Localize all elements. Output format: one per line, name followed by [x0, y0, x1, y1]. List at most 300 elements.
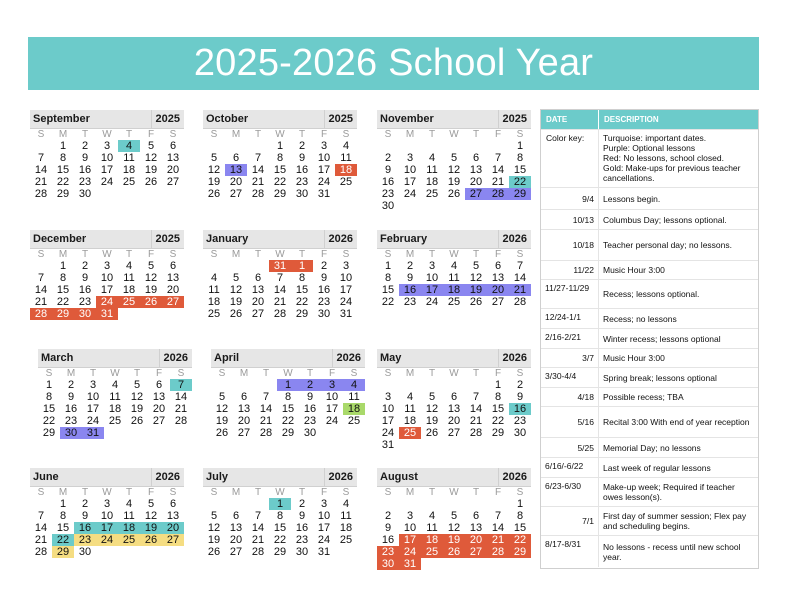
weekday-label: T [472, 249, 480, 260]
empty-cell [30, 140, 52, 152]
month-header [38, 349, 192, 368]
day-cell: 3 [103, 260, 111, 272]
day-cell: 27 [465, 546, 487, 558]
weekday-label: S [342, 129, 350, 140]
weekday-label: T [262, 368, 270, 379]
event-date: 5/16 [541, 407, 599, 437]
empty-cell [30, 260, 52, 272]
empty-cell [247, 140, 269, 152]
day-cell: 15 [513, 164, 527, 176]
weekday-label: S [177, 368, 185, 379]
day-cell: 2 [81, 140, 89, 152]
weekday-label: S [169, 487, 177, 498]
month-name: June [33, 471, 59, 483]
day-cell: 13 [225, 164, 247, 176]
event-description: Possible recess; TBA [603, 392, 684, 402]
color-key-gold: Gold: Make-ups for previous teacher cancellations. [603, 163, 741, 183]
day-cell: 6 [232, 152, 240, 164]
date-column-header: DATE [541, 110, 599, 129]
day-cell: 16 [381, 534, 395, 546]
month-name: August [380, 471, 418, 483]
day-cell: 29 [273, 188, 287, 200]
month-header [30, 468, 184, 487]
day-cell: 7 [37, 272, 45, 284]
weekday-label: T [125, 129, 133, 140]
day-cell: 30 [381, 200, 395, 212]
empty-cell [465, 498, 487, 510]
day-cell: 6 [254, 272, 262, 284]
month-april [211, 349, 365, 439]
day-cell: 30 [303, 427, 317, 439]
empty-cell [247, 498, 269, 510]
day-cell: 13 [166, 272, 180, 284]
day-cell: 1 [59, 140, 67, 152]
event-description: Columbus Day; lessons optional. [603, 214, 727, 225]
weekday-label: T [298, 249, 306, 260]
day-cell: 20 [469, 176, 483, 188]
day-cell: 8 [384, 272, 392, 284]
day-cell: 18 [122, 164, 136, 176]
day-cell: 27 [237, 427, 251, 439]
empty-cell [203, 260, 225, 272]
day-cell: 15 [281, 403, 295, 415]
day-cell: 22 [273, 534, 287, 546]
day-cell: 28 [513, 296, 527, 308]
day-cell: 22 [381, 296, 395, 308]
legend-row [541, 187, 758, 209]
day-cell: 25 [118, 296, 140, 308]
event-date: 4/18 [541, 388, 599, 406]
legend-row [541, 477, 758, 506]
month-year: 2026 [159, 349, 188, 368]
day-cell: 15 [42, 403, 56, 415]
month-year: 2026 [151, 468, 180, 487]
weekday-label: F [147, 487, 155, 498]
day-cell: 14 [491, 164, 505, 176]
day-cell: 2 [81, 260, 89, 272]
day-cell: 27 [229, 188, 243, 200]
day-grid [203, 487, 357, 558]
day-cell: 23 [74, 534, 96, 546]
day-cell: 20 [166, 284, 180, 296]
day-cell: 16 [78, 164, 92, 176]
day-cell: 20 [447, 415, 461, 427]
event-description: Music Hour 3:00 [603, 353, 665, 363]
day-cell: 22 [281, 415, 295, 427]
day-grid [30, 129, 184, 200]
legend-row [541, 535, 758, 567]
month-year: 2026 [324, 230, 353, 249]
weekday-label: S [210, 487, 218, 498]
day-cell: 21 [509, 284, 531, 296]
day-cell: 19 [443, 534, 465, 546]
day-cell: 25 [347, 415, 361, 427]
day-cell: 17 [100, 284, 114, 296]
month-august [377, 468, 531, 570]
day-cell: 16 [78, 284, 92, 296]
weekday-label: T [472, 368, 480, 379]
weekday-label: F [328, 368, 336, 379]
day-cell: 27 [465, 188, 487, 200]
day-cell: 27 [229, 546, 243, 558]
day-cell: 31 [317, 546, 331, 558]
event-date: 8/17-8/31 [541, 536, 599, 567]
day-cell: 2 [67, 379, 75, 391]
day-cell: 7 [254, 152, 262, 164]
month-header [203, 230, 357, 249]
day-cell: 17 [339, 284, 353, 296]
day-cell: 3 [384, 391, 392, 403]
event-description: Music Hour 3:00 [603, 265, 665, 275]
day-cell: 14 [259, 403, 273, 415]
day-cell: 14 [34, 522, 48, 534]
day-cell: 11 [404, 403, 416, 415]
day-cell: 20 [465, 534, 487, 546]
event-description: Lessons begin. [603, 193, 661, 204]
month-header [30, 110, 184, 129]
event-description: No lessons - recess until new school year. [603, 541, 741, 562]
day-cell: 24 [325, 415, 339, 427]
day-cell: 12 [469, 272, 483, 284]
day-cell: 21 [251, 176, 265, 188]
day-cell: 29 [509, 188, 531, 200]
empty-cell [225, 140, 247, 152]
day-cell: 30 [513, 427, 527, 439]
day-cell: 5 [133, 379, 141, 391]
event-date: 6/23-6/30 [541, 478, 599, 506]
day-cell: 18 [443, 284, 465, 296]
day-cell: 6 [232, 510, 240, 522]
event-date: 11/22 [541, 261, 599, 279]
day-cell: 10 [339, 272, 353, 284]
day-cell: 12 [144, 510, 158, 522]
legend-row [541, 437, 758, 457]
day-cell: 18 [339, 522, 353, 534]
month-name: March [41, 352, 74, 364]
day-cell: 8 [276, 152, 284, 164]
day-cell: 19 [425, 415, 439, 427]
weekday-label: T [133, 368, 141, 379]
month-february [377, 230, 531, 308]
day-cell: 21 [487, 534, 509, 546]
day-cell: 12 [207, 522, 221, 534]
day-cell: 1 [516, 498, 524, 510]
day-cell: 10 [425, 272, 439, 284]
day-cell: 5 [210, 152, 218, 164]
day-cell: 24 [425, 296, 439, 308]
day-cell: 28 [273, 308, 287, 320]
day-cell: 30 [377, 558, 399, 570]
day-cell: 11 [109, 391, 121, 403]
day-cell: 28 [259, 427, 273, 439]
day-cell: 15 [513, 522, 527, 534]
event-description: Recital 3:00 With end of year reception [603, 417, 750, 427]
weekday-label: W [283, 368, 293, 379]
weekday-label: F [147, 249, 155, 260]
day-cell: 7 [516, 260, 524, 272]
day-cell: 13 [469, 522, 483, 534]
day-cell: 4 [342, 140, 350, 152]
day-cell: 15 [273, 522, 287, 534]
weekday-label: M [405, 487, 415, 498]
day-cell: 14 [174, 391, 188, 403]
day-cell: 29 [295, 308, 309, 320]
legend-row [541, 328, 758, 348]
day-cell: 20 [237, 415, 251, 427]
month-year: 2026 [332, 349, 361, 368]
weekday-label: T [89, 368, 97, 379]
empty-cell [30, 498, 52, 510]
day-cell: 15 [491, 403, 505, 415]
day-cell: 5 [147, 498, 155, 510]
weekday-label: T [298, 129, 306, 140]
day-cell: 9 [320, 272, 328, 284]
day-cell: 23 [295, 176, 309, 188]
day-cell: 9 [384, 164, 392, 176]
day-cell: 28 [469, 427, 483, 439]
day-cell: 12 [215, 403, 229, 415]
day-cell: 4 [111, 379, 119, 391]
color-key-turquoise: Turquoise: important dates. [603, 133, 707, 143]
day-cell: 9 [81, 152, 89, 164]
day-cell: 19 [207, 534, 221, 546]
day-cell: 22 [295, 296, 309, 308]
day-cell: 18 [343, 403, 365, 415]
empty-cell [377, 498, 399, 510]
day-cell: 29 [273, 546, 287, 558]
weekday-label: S [516, 368, 524, 379]
day-cell: 20 [229, 176, 243, 188]
weekday-label: S [516, 129, 524, 140]
empty-cell [255, 379, 277, 391]
day-cell: 8 [494, 391, 502, 403]
weekday-label: S [37, 249, 45, 260]
day-cell: 17 [96, 522, 118, 534]
day-cell: 24 [403, 188, 417, 200]
day-cell: 7 [170, 379, 192, 391]
day-cell: 17 [86, 403, 100, 415]
event-date: 10/13 [541, 210, 599, 229]
empty-cell [421, 498, 443, 510]
day-cell: 3 [103, 498, 111, 510]
day-cell: 6 [450, 391, 458, 403]
empty-cell [225, 260, 247, 272]
month-header [30, 230, 184, 249]
day-cell: 31 [82, 427, 104, 439]
day-cell: 15 [273, 164, 287, 176]
empty-cell [399, 498, 421, 510]
legend-row [541, 229, 758, 260]
day-cell: 1 [384, 260, 392, 272]
day-cell: 29 [52, 308, 74, 320]
empty-cell [233, 379, 255, 391]
month-name: April [214, 352, 240, 364]
legend-row [541, 209, 758, 229]
day-cell: 8 [516, 152, 524, 164]
month-header [377, 230, 531, 249]
day-cell: 11 [340, 152, 352, 164]
day-cell: 22 [491, 415, 505, 427]
day-cell: 18 [425, 176, 439, 188]
month-march [38, 349, 192, 439]
weekday-label: F [320, 249, 328, 260]
month-year: 2025 [151, 230, 180, 249]
day-cell: 28 [30, 308, 52, 320]
day-cell: 26 [140, 296, 162, 308]
event-description: Make-up week; Required if teacher owes lesson(s). [603, 482, 735, 502]
event-date: 2/16-2/21 [541, 329, 599, 348]
day-cell: 15 [56, 164, 70, 176]
weekday-label: F [320, 129, 328, 140]
month-name: May [380, 352, 402, 364]
day-grid [203, 129, 357, 200]
day-cell: 24 [86, 415, 100, 427]
day-cell: 9 [298, 510, 306, 522]
day-grid [30, 249, 184, 320]
weekday-label: M [66, 368, 76, 379]
legend-row [541, 506, 758, 535]
day-cell: 25 [421, 546, 443, 558]
day-cell: 2 [320, 260, 328, 272]
month-name: July [206, 471, 229, 483]
day-cell: 29 [42, 427, 56, 439]
day-cell: 17 [317, 522, 331, 534]
day-cell: 11 [426, 522, 438, 534]
day-cell: 1 [291, 260, 313, 272]
day-cell: 14 [34, 284, 48, 296]
day-cell: 8 [276, 510, 284, 522]
empty-cell [421, 140, 443, 152]
day-cell: 1 [276, 140, 284, 152]
day-cell: 13 [251, 284, 265, 296]
day-cell: 10 [86, 391, 100, 403]
day-cell: 26 [140, 534, 162, 546]
day-grid [377, 368, 531, 451]
day-cell: 19 [130, 403, 144, 415]
day-cell: 9 [81, 272, 89, 284]
day-cell: 3 [406, 152, 414, 164]
day-cell: 4 [406, 391, 414, 403]
month-header [377, 110, 531, 129]
weekday-label: W [449, 249, 459, 260]
day-cell: 5 [210, 510, 218, 522]
legend-row [541, 457, 758, 477]
month-name: February [380, 233, 428, 245]
day-cell: 12 [447, 164, 461, 176]
weekday-label: T [254, 487, 262, 498]
day-cell: 14 [491, 522, 505, 534]
day-cell: 25 [122, 176, 136, 188]
day-cell: 18 [108, 403, 122, 415]
day-cell: 14 [513, 272, 527, 284]
day-cell: 5 [232, 272, 240, 284]
day-cell: 27 [251, 308, 265, 320]
day-cell: 7 [472, 391, 480, 403]
day-cell: 29 [491, 427, 505, 439]
day-cell: 7 [276, 272, 284, 284]
day-cell: 31 [339, 308, 353, 320]
day-cell: 28 [487, 546, 509, 558]
weekday-label: S [384, 129, 392, 140]
day-cell: 21 [251, 534, 265, 546]
weekday-label: M [231, 249, 241, 260]
event-description: Teacher personal day; no lessons. [603, 240, 732, 250]
day-cell: 26 [144, 176, 158, 188]
color-key-red: Red: No lessons, school closed. [603, 153, 724, 163]
day-cell: 2 [81, 498, 89, 510]
day-cell: 12 [207, 164, 221, 176]
day-cell: 20 [162, 522, 184, 534]
day-cell: 1 [59, 498, 67, 510]
day-cell: 20 [152, 403, 166, 415]
weekday-label: M [239, 368, 249, 379]
day-cell: 13 [152, 391, 166, 403]
day-cell: 31 [399, 558, 421, 570]
weekday-label: T [81, 249, 89, 260]
day-cell: 13 [166, 510, 180, 522]
day-cell: 28 [34, 546, 48, 558]
empty-cell [443, 140, 465, 152]
weekday-label: T [125, 487, 133, 498]
weekday-label: F [494, 129, 502, 140]
day-cell: 3 [321, 379, 343, 391]
day-cell: 3 [342, 260, 350, 272]
event-date: 12/24-1/1 [541, 309, 599, 328]
day-cell: 10 [325, 391, 339, 403]
month-october [203, 110, 357, 200]
day-cell: 30 [60, 427, 82, 439]
day-cell: 31 [96, 308, 118, 320]
legend-table [540, 109, 759, 569]
day-cell: 27 [166, 176, 180, 188]
day-cell: 21 [174, 403, 188, 415]
color-key-label: Color key: [541, 130, 599, 187]
day-cell: 28 [487, 188, 509, 200]
month-december [30, 230, 184, 320]
day-cell: 30 [78, 546, 92, 558]
weekday-label: S [210, 249, 218, 260]
day-cell: 26 [207, 546, 221, 558]
empty-cell [247, 260, 269, 272]
day-cell: 13 [469, 164, 483, 176]
day-cell: 6 [169, 498, 177, 510]
day-cell: 17 [403, 176, 417, 188]
day-cell: 6 [494, 260, 502, 272]
weekday-label: S [516, 249, 524, 260]
color-key-text [599, 130, 758, 187]
weekday-label: M [405, 368, 415, 379]
day-cell: 19 [140, 522, 162, 534]
day-cell: 6 [155, 379, 163, 391]
day-cell: 24 [317, 534, 331, 546]
weekday-label: T [472, 129, 480, 140]
weekday-label: M [231, 129, 241, 140]
event-date: 9/4 [541, 188, 599, 209]
description-column-header: DESCRIPTION [604, 115, 659, 124]
day-cell: 24 [339, 296, 353, 308]
day-cell: 17 [421, 284, 443, 296]
weekday-label: T [306, 368, 314, 379]
legend-row [541, 367, 758, 387]
event-date: 10/18 [541, 230, 599, 260]
day-cell: 20 [487, 284, 509, 296]
month-year: 2026 [498, 230, 527, 249]
weekday-label: T [298, 487, 306, 498]
month-name: November [380, 113, 434, 125]
day-cell: 11 [340, 510, 352, 522]
month-may [377, 349, 531, 451]
weekday-label: F [494, 487, 502, 498]
